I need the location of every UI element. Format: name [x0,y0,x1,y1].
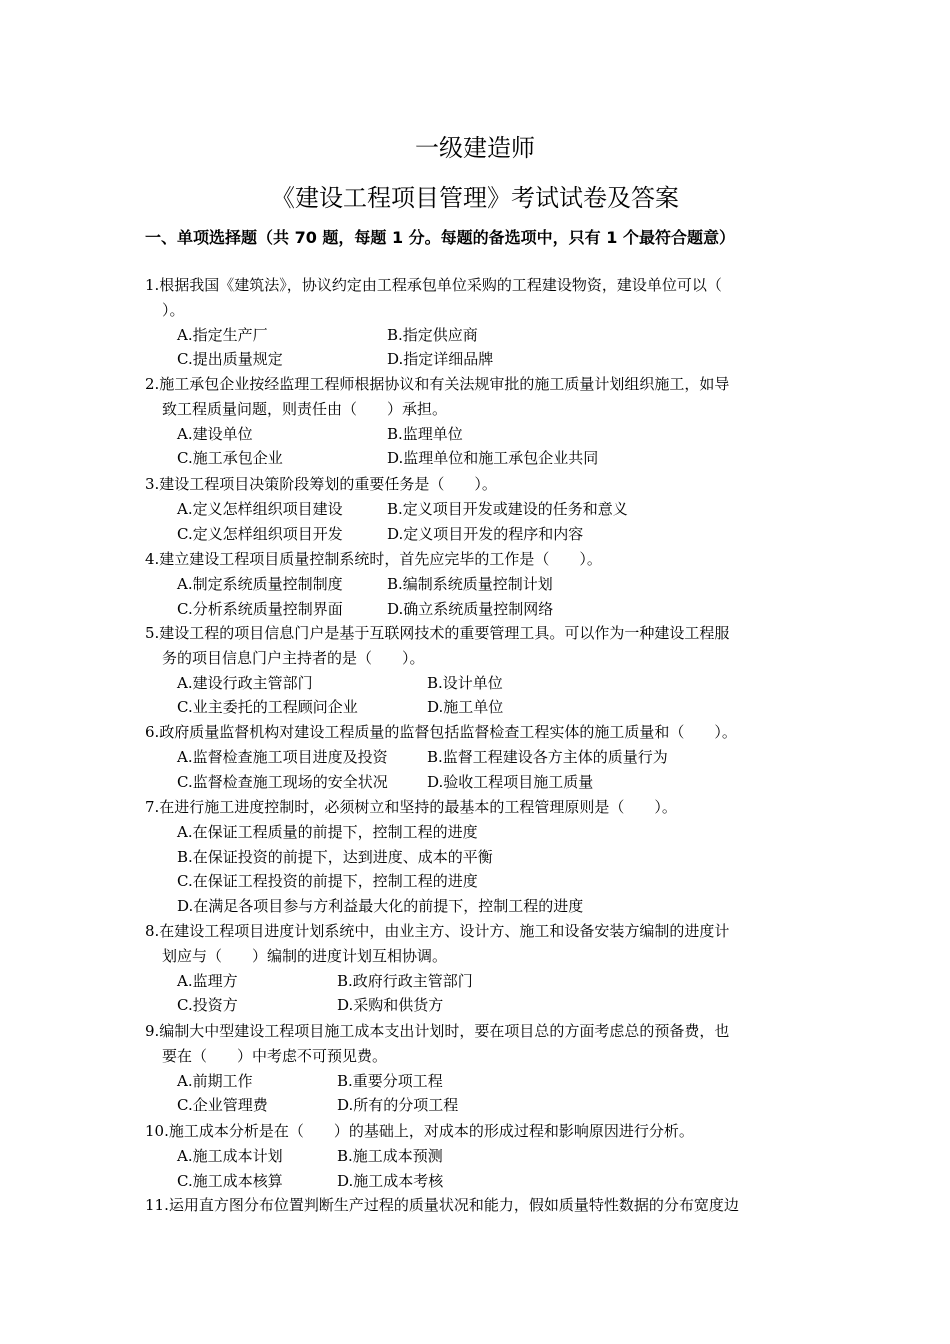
option-row [145,597,815,622]
option-row [145,969,815,994]
option-a: A.监理方 [177,971,238,990]
question-stem: 1.根据我国《建筑法》，协议约定由工程承包单位采购的工程建设物资，建设单位可以（ [145,276,722,294]
option-d: D.施工成本考核 [337,1171,444,1190]
option-b: B.编制系统质量控制计划 [387,574,553,593]
option-a: A.定义怎样组织项目建设 [177,499,343,518]
question-stem: 3.建设工程项目决策阶段筹划的重要任务是（ ）。 [145,475,497,493]
document-title: 一级建造师 [415,134,535,162]
question-stem: 9.编制大中型建设工程项目施工成本支出计划时，要在项目总的方面考虑总的预备费，也 [145,1022,730,1040]
option-a: A.在保证工程质量的前提下，控制工程的进度 [177,822,478,841]
option-c: C.分析系统质量控制界面 [177,599,343,618]
option-c: C.施工成本核算 [177,1171,283,1190]
option-row [145,1169,815,1194]
option-c: C.定义怎样组织项目开发 [177,524,343,543]
option-row [145,1144,815,1169]
option-row [145,745,815,770]
option-b: B.重要分项工程 [337,1071,443,1090]
option-b: B.施工成本预测 [337,1146,443,1165]
option-row [145,671,815,696]
option-d: D.确立系统质量控制网络 [387,599,554,618]
option-c: C.投资方 [177,996,238,1015]
option-c: C.在保证工程投资的前提下，控制工程的进度 [177,872,478,891]
question-stem-cont: 务的项目信息门户主持者的是（ ）。 [162,648,425,667]
option-b: B.指定供应商 [387,325,478,344]
option-c: C.企业管理费 [177,1096,268,1115]
option-b: B.政府行政主管部门 [337,971,473,990]
option-row [145,572,815,597]
option-row [145,695,815,720]
question-8 [145,919,815,1018]
option-a: A.指定生产厂 [177,325,268,344]
question-2 [145,372,815,471]
option-d: D.施工单位 [427,698,504,717]
question-stem: 2.施工承包企业按经监理工程师根据协议和有关法规审批的施工质量计划组织施工，如导 [145,375,730,393]
option-c: C.施工承包企业 [177,449,283,468]
option-b: B.定义项目开发或建设的任务和意义 [387,499,628,518]
option-a: A.监督检查施工项目进度及投资 [177,747,388,766]
option-a: A.建设行政主管部门 [177,673,313,692]
option-b: B.设计单位 [427,673,503,692]
question-5 [145,621,815,720]
question-9 [145,1019,815,1118]
option-row [145,1093,815,1118]
option-row [145,347,815,372]
option-b: B.监理单位 [387,424,463,443]
option-b: B.监督工程建设各方主体的质量行为 [427,747,668,766]
question-stem: 5.建设工程的项目信息门户是基于互联网技术的重要管理工具。可以作为一种建设工程服 [145,624,730,642]
option-d: D.采购和供货方 [337,996,444,1015]
option-row [145,1069,815,1094]
question-10 [145,1119,815,1193]
option-d: D.验收工程项目施工质量 [427,772,594,791]
question-stem: 4.建立建设工程项目质量控制系统时，首先应完毕的工作是（ ）。 [145,550,602,568]
option-d: D.监理单位和施工承包企业共同 [387,449,599,468]
option-c: C.提出质量规定 [177,350,283,369]
option-row [145,422,815,447]
question-stem: 8.在建设工程项目进度计划系统中，由业主方、设计方、施工和设备安装方编制的进度计 [145,922,730,940]
option-row [145,993,815,1018]
option-row [145,323,815,348]
question-stem-cont: 划应与（ ）编制的进度计划互相协调。 [162,946,448,965]
question-stem: 7.在进行施工进度控制时，必须树立和坚持的最基本的工程管理原则是（ ）。 [145,798,677,816]
question-stem: 11.运用直方图分布位置判断生产过程的质量状况和能力，假如质量特性数据的分布宽度边 [145,1196,739,1214]
option-a: A.建设单位 [177,424,253,443]
question-7 [145,795,815,919]
option-row [145,522,815,547]
question-4 [145,547,815,621]
option-a: A.施工成本计划 [177,1146,283,1165]
option-row [145,446,815,471]
question-stem-cont: 致工程质量问题，则责任由（ ）承担。 [162,399,448,418]
question-stem: 10.施工成本分析是在（ ）的基础上，对成本的形成过程和影响原因进行分析。 [145,1122,694,1140]
question-stem-cont: 要在（ ）中考虑不可预见费。 [162,1046,388,1065]
option-row [145,770,815,795]
option-c: C.监督检查施工现场的安全状况 [177,772,388,791]
question-stem: 6.政府质量监督机构对建设工程质量的监督包括监督检查工程实体的施工质量和（ ）。 [145,723,737,741]
option-a: A.前期工作 [177,1071,253,1090]
question-1 [145,273,815,372]
document-subtitle: 《建设工程项目管理》考试试卷及答案 [271,184,679,212]
option-d: D.所有的分项工程 [337,1096,459,1115]
question-6 [145,720,815,794]
section-heading: 一、单项选择题（共 70 题，每题 1 分。每题的备选项中，只有 1 个最符合题意） [145,228,735,247]
option-b: B.在保证投资的前提下，达到进度、成本的平衡 [177,847,493,866]
question-11 [145,1193,815,1218]
question-3 [145,472,815,546]
option-c: C.业主委托的工程顾问企业 [177,698,358,717]
option-d: D.指定详细品牌 [387,350,494,369]
question-stem-cont: ）。 [162,300,185,319]
option-a: A.制定系统质量控制制度 [177,574,343,593]
option-row [145,497,815,522]
option-d: D.定义项目开发的程序和内容 [387,524,584,543]
option-d: D.在满足各项目参与方利益最大化的前提下，控制工程的进度 [177,897,584,916]
